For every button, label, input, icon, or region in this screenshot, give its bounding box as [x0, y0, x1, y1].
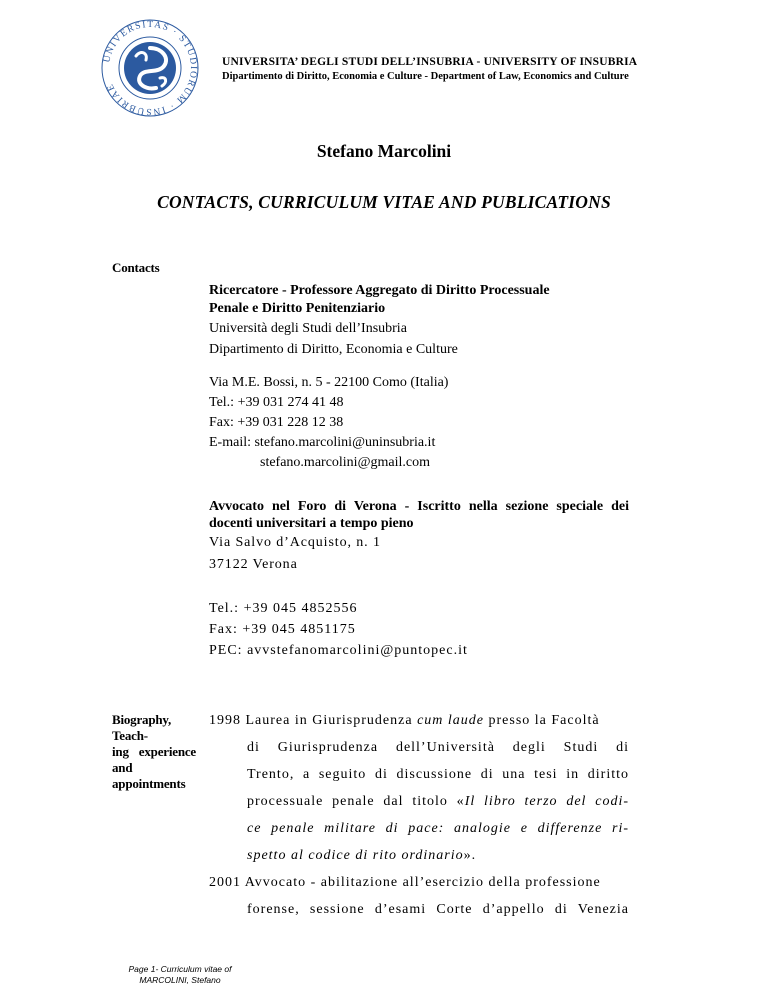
person-name: Stefano Marcolini — [316, 141, 452, 161]
lawyer-city: 37122 Verona — [209, 557, 298, 572]
biography-label-line-1: Biography, Teach- — [112, 712, 172, 743]
lawyer-fax: Fax: +39 045 4851175 — [209, 622, 356, 637]
office-phone: Tel.: +39 031 274 41 48 — [209, 395, 344, 410]
university-seal-logo — [100, 18, 200, 118]
email-primary: E-mail: stefano.marcolini@uninsubria.it — [209, 435, 436, 450]
biography-list — [209, 707, 629, 923]
lawyer-phone: Tel.: +39 045 4852556 — [209, 601, 358, 616]
email-secondary: stefano.marcolini@gmail.com — [260, 455, 430, 470]
department-name: Dipartimento di Diritto, Economia e Culture - Department of Law, Economics and Culture — [222, 71, 629, 82]
lawyer-office-block — [209, 498, 629, 576]
role-line-2: Penale e Diritto Penitenziario — [209, 301, 386, 316]
office-fax: Fax: +39 031 228 12 38 — [209, 415, 344, 430]
footer-line-1: Page 1- Curriculum vitae of — [128, 964, 232, 974]
entry-continuation: di Giurisprudenza dell’Università degli Studi di — [247, 740, 629, 755]
entry-text: Laurea in Giurisprudenza — [245, 713, 418, 728]
office-address: Via M.E. Bossi, n. 5 - 22100 Como (Italia) — [209, 375, 449, 390]
entry-text-italic: cum laude — [417, 713, 484, 728]
seal-text: UNIVERSITAS · STUDIORUM · INSUBRIAE — [102, 19, 199, 117]
entry-text: Avvocato - abilitazione all’esercizio della professione — [244, 875, 601, 890]
lawyer-title: Avvocato nel Foro di Verona - Iscritto nella sezione speciale dei docenti universitari a tempo pieno — [209, 499, 629, 531]
contacts-section-label: Contacts — [112, 260, 160, 275]
biography-label-line-2: ing experience and — [112, 744, 196, 775]
role-line-1: Ricercatore - Professore Aggregato di Diritto Processuale — [209, 283, 550, 298]
page-footer — [110, 964, 250, 986]
document-title: CONTACTS, CURRICULUM VITAE AND PUBLICATIONS — [157, 192, 611, 212]
entry-continuation: Trento, a seguito di discussione di una tesi in diritto — [247, 767, 629, 782]
entry-text: ». — [463, 848, 477, 863]
lawyer-pec: PEC: avvstefanomarcolini@puntopec.it — [209, 643, 468, 658]
thesis-title-part: spetto al codice di rito ordinario — [247, 848, 464, 863]
entry-continuation: forense, sessione d’esami Corte d’appello di Venezia — [247, 902, 629, 917]
entry-text: processuale penale dal titolo « — [247, 794, 465, 809]
thesis-title-part: Il libro terzo del codi- — [464, 794, 629, 809]
biography-section-label — [112, 712, 196, 792]
entry-continuation — [209, 815, 629, 842]
department-affiliation: Dipartimento di Diritto, Economia e Culture — [209, 342, 458, 357]
university-affiliation: Università degli Studi dell’Insubria — [209, 321, 407, 336]
office-contacts-block — [209, 373, 629, 473]
entry-continuation — [209, 842, 629, 869]
entry-year: 2001 — [209, 875, 241, 890]
entry-year: 1998 — [209, 713, 241, 728]
thesis-title-part: ce penale militare di pace: analogie e differenze ri- — [247, 821, 629, 836]
biography-entry — [209, 869, 629, 923]
biography-entry — [209, 707, 629, 869]
entry-text: presso la Facoltà — [484, 713, 600, 728]
university-name: UNIVERSITA’ DEGLI STUDI DELL’INSUBRIA - UNIVERSITY OF INSUBRIA — [222, 56, 638, 68]
lawyer-street: Via Salvo d’Acquisto, n. 1 — [209, 535, 381, 550]
academic-position-block — [209, 282, 629, 360]
entry-continuation — [209, 788, 629, 815]
lawyer-contacts-block — [209, 598, 629, 661]
footer-line-2: MARCOLINI, Stefano — [139, 975, 221, 985]
biography-label-line-3: appointments — [112, 776, 186, 791]
